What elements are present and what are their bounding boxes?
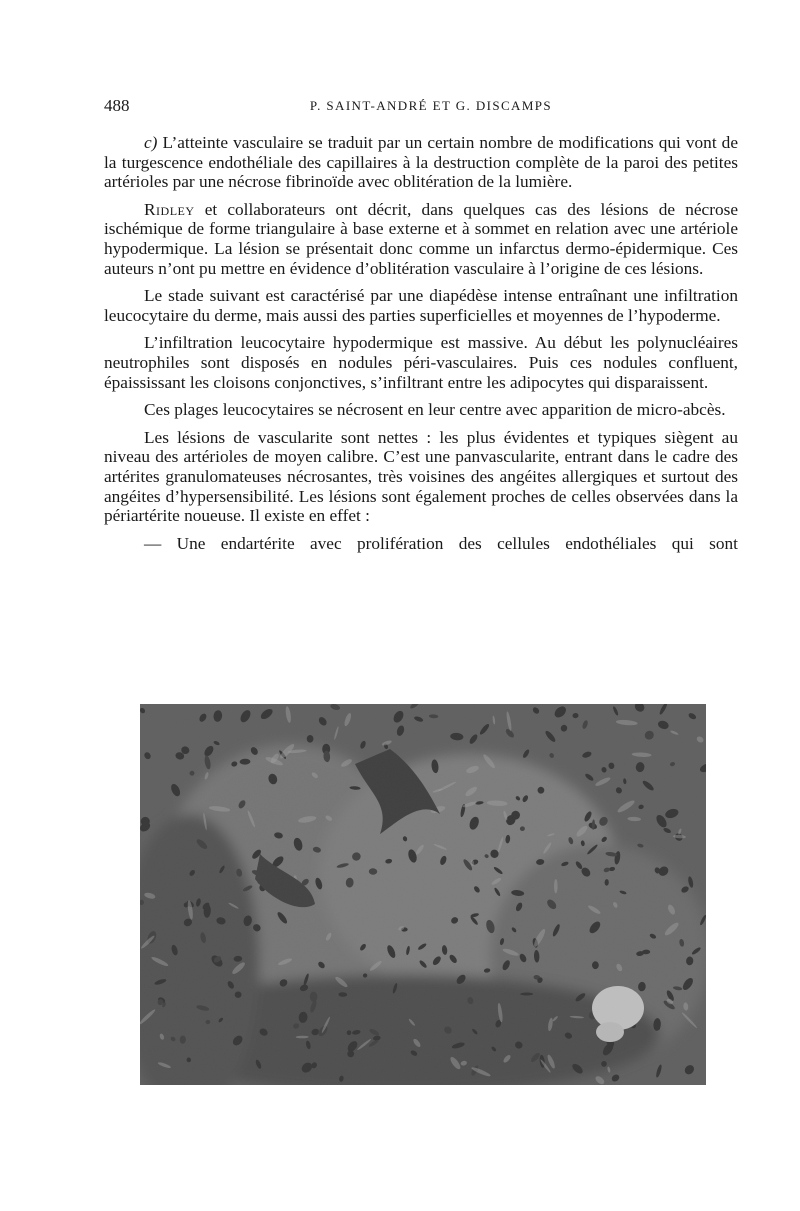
micrograph-image (140, 704, 706, 1085)
paragraph-3: Le stade suivant est caractérisé par une diapédèse intense entraînant une infiltration leucocytaire du derme, mais aussi des parties superficielles et moyennes de l’hypoderme. (104, 286, 738, 325)
paragraph-1-text: L’atteinte vasculaire se traduit par un certain nombre de modifications qui vont de la turgescence endothéliale des capillaires à la destruction complète de la paroi des petites artérioles par une nécrose fibrinoïde avec oblitération de la lumière. (104, 133, 738, 192)
section-label: c) (144, 133, 158, 152)
paragraph-6: Les lésions de vascularite sont nettes : les plus évidentes et typiques siègent au niveau des artérioles de moyen calibre. C’est une panvascularite, entrant dans le cadre des artérites granulomateuses nécrosantes, très voisines des angéites allergiques et surtout des angéites d’hypersensibilité. Les lésions sont également proches de celles observées dans la périartérite noueuse. Il existe en effet : (104, 427, 738, 526)
author-name: Ridley (144, 199, 195, 219)
running-head: P. SAINT-ANDRÉ ET G. DISCAMPS (309, 98, 553, 113)
paragraph-5: Ces plages leucocytaires se nécrosent en leur centre avec apparition de micro-abcès. (144, 400, 726, 420)
paragraph-1 (104, 133, 738, 192)
histology-micrograph (140, 704, 706, 1085)
paragraph-7: — Une endartérite avec prolifération des cellules endothéliales qui sont (144, 533, 738, 553)
paragraph-2-text: et collaborateurs ont décrit, dans quelques cas des lésions de nécrose ischémique de forme triangulaire à base externe et à sommet en relation avec une artériole hypodermique. La lésion se présentait donc comme un infarctus dermo-épidermique. Ces auteurs n’ont pu mettre en évidence d’oblitération vasculaire à l’origine de ces lésions. (104, 199, 738, 278)
paragraph-2 (104, 200, 738, 278)
body-text (104, 133, 738, 553)
paragraph-4: L’infiltration leucocytaire hypodermique est massive. Au début les polynucléaires neutrophiles sont disposés en nodules péri-vasculaires. Puis ces nodules confluent, épaississant les cloisons conjonctives, s’infiltrant entre les adipocytes qui disparaissent. (104, 333, 738, 392)
page-number: 488 (104, 96, 130, 115)
page-header (104, 96, 738, 118)
